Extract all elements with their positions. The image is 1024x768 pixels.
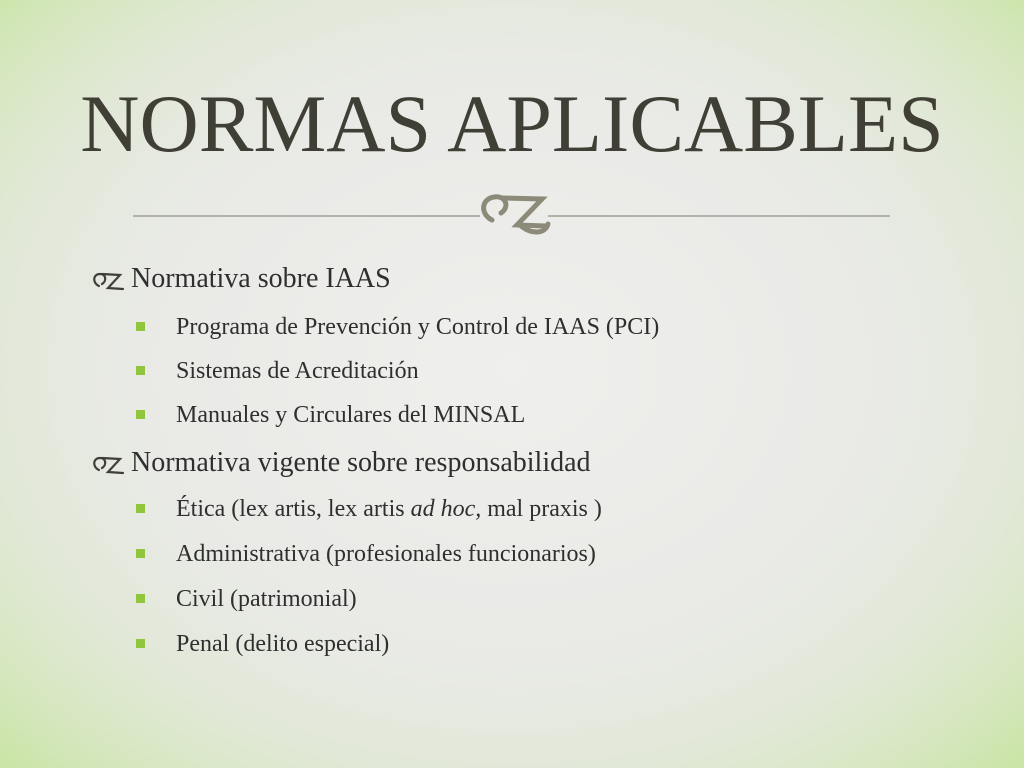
square-bullet-icon <box>136 594 145 603</box>
square-bullet-icon <box>136 322 145 331</box>
list-item-text <box>176 494 602 524</box>
square-bullet-icon <box>136 410 145 419</box>
list-item-text: Sistemas de Acreditación <box>176 358 419 384</box>
square-bullet-icon <box>136 549 145 558</box>
square-bullet-icon <box>136 366 145 375</box>
slide-title: NORMAS APLICABLES <box>80 78 944 169</box>
section-heading-text: Normativa sobre IAAS <box>131 263 391 294</box>
ornamental-swash-icon <box>90 454 124 476</box>
ornamental-swash-icon <box>484 197 548 232</box>
list-item-text: Administrativa (profesionales funcionarios) <box>176 541 596 567</box>
square-bullet-icon <box>136 639 145 648</box>
list-item-text: Programa de Prevención y Control de IAAS (PCI) <box>176 314 660 340</box>
list-item-text: Civil (patrimonial) <box>176 586 357 612</box>
list-item-text: Penal (delito especial) <box>176 631 390 657</box>
section-heading-text: Normativa vigente sobre responsabilidad <box>131 447 591 478</box>
list-item-text-part: Ética (lex artis, lex artis <box>176 496 411 522</box>
list-item-italic-text: ad hoc, <box>410 496 482 522</box>
list-item-text-part: mal praxis ) <box>481 496 602 522</box>
ornamental-swash-icon <box>90 270 124 292</box>
list-item-text: Manuales y Circulares del MINSAL <box>176 402 526 428</box>
square-bullet-icon <box>136 504 145 513</box>
